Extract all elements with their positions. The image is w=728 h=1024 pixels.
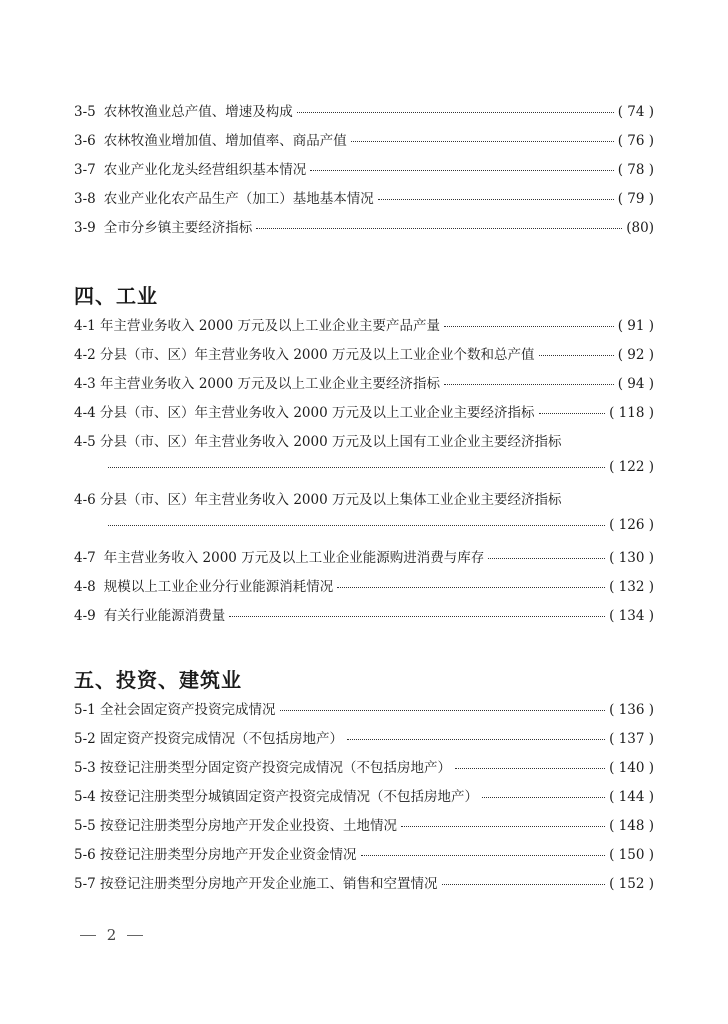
leader-dots (444, 384, 614, 385)
entry-number: 4-1 (74, 318, 96, 334)
entry-page: ( 136 ) (609, 702, 654, 718)
entry-page: ( 137 ) (609, 731, 654, 747)
toc-entry[interactable] (74, 814, 654, 843)
entry-title: 农业产业化龙头经营组织基本情况 (103, 162, 307, 178)
entry-number: 5-5 (74, 818, 96, 834)
toc-entry[interactable] (74, 314, 654, 343)
entry-number: 4-6 (74, 492, 96, 508)
entry-page: ( 150 ) (609, 847, 654, 863)
section-heading: 四、工业 (74, 284, 158, 308)
toc-entry[interactable] (74, 372, 654, 401)
leader-dots (297, 112, 614, 113)
entry-title: 按登记注册类型分城镇固定资产投资完成情况（不包括房地产） (100, 789, 479, 805)
entry-page: ( 148 ) (609, 818, 654, 834)
entry-title: 年主营业务收入 2000 万元及以上工业企业能源购进消费与库存 (103, 550, 485, 566)
leader-dots (108, 525, 605, 526)
leader-dots (482, 797, 605, 798)
entry-title: 按登记注册类型分固定资产投资完成情况（不包括房地产） (100, 760, 452, 776)
toc-entry[interactable] (74, 158, 654, 187)
toc-entry-continuation[interactable] (74, 459, 654, 488)
toc-entry[interactable] (74, 575, 654, 604)
entry-title: 全市分乡镇主要经济指标 (103, 220, 253, 236)
entry-title: 按登记注册类型分房地产开发企业资金情况 (100, 847, 357, 863)
toc-entry[interactable] (74, 100, 654, 129)
entry-number: 5-2 (74, 731, 96, 747)
entry-page: ( 140 ) (609, 760, 654, 776)
entry-title: 农林牧渔业增加值、增加值率、商品产值 (103, 133, 347, 149)
entry-page: ( 118 ) (609, 405, 654, 421)
entry-page: ( 78 ) (617, 162, 654, 178)
toc-section-3 (74, 100, 654, 245)
toc-section-5 (74, 698, 654, 901)
toc-entry[interactable] (74, 488, 654, 517)
entry-title: 分县（市、区）年主营业务收入 2000 万元及以上集体工业企业主要经济指标 (100, 492, 562, 508)
toc-entry[interactable] (74, 343, 654, 372)
toc-entry-continuation[interactable] (74, 517, 654, 546)
leader-dots (351, 141, 614, 142)
toc-entry[interactable] (74, 546, 654, 575)
entry-number: 3-9 (74, 220, 96, 236)
leader-dots (444, 326, 614, 327)
toc-entry[interactable] (74, 872, 654, 901)
entry-title: 分县（市、区）年主营业务收入 2000 万元及以上工业企业个数和总产值 (100, 347, 535, 363)
toc-entry[interactable] (74, 698, 654, 727)
entry-number: 4-2 (74, 347, 96, 363)
entry-title: 年主营业务收入 2000 万元及以上工业企业主要产品产量 (100, 318, 440, 334)
section-heading: 五、投资、建筑业 (74, 668, 242, 692)
leader-dots (455, 768, 605, 769)
page-number: 2 (106, 926, 117, 944)
leader-dots (108, 467, 605, 468)
entry-page: ( 91 ) (617, 318, 654, 334)
entry-title: 规模以上工业企业分行业能源消耗情况 (103, 579, 334, 595)
entry-title: 固定资产投资完成情况（不包括房地产） (100, 731, 344, 747)
entry-page: ( 152 ) (609, 876, 654, 892)
leader-dots (442, 884, 606, 885)
leader-dots (401, 826, 605, 827)
entry-number: 4-4 (74, 405, 96, 421)
leader-dots (280, 710, 606, 711)
entry-number: 5-3 (74, 760, 96, 776)
toc-entry[interactable] (74, 843, 654, 872)
entry-number: 5-4 (74, 789, 96, 805)
entry-title: 分县（市、区）年主营业务收入 2000 万元及以上工业企业主要经济指标 (100, 405, 535, 421)
leader-dots (539, 413, 606, 414)
entry-page: ( 130 ) (609, 550, 654, 566)
entry-page: ( 92 ) (617, 347, 654, 363)
leader-dots (378, 199, 614, 200)
entry-title: 分县（市、区）年主营业务收入 2000 万元及以上国有工业企业主要经济指标 (100, 434, 562, 450)
entry-title: 按登记注册类型分房地产开发企业施工、销售和空置情况 (100, 876, 438, 892)
toc-entry[interactable] (74, 430, 654, 459)
toc-entry[interactable] (74, 401, 654, 430)
entry-number: 5-1 (74, 702, 96, 718)
entry-number: 3-6 (74, 133, 96, 149)
entry-page: ( 132 ) (609, 579, 654, 595)
entry-page: ( 122 ) (609, 459, 654, 475)
leader-dots (488, 558, 605, 559)
entry-title: 全社会固定资产投资完成情况 (100, 702, 276, 718)
entry-number: 3-8 (74, 191, 96, 207)
toc-entry[interactable] (74, 604, 654, 633)
entry-title: 有关行业能源消费量 (103, 608, 226, 624)
entry-number: 4-7 (74, 550, 96, 566)
leader-dots (310, 170, 613, 171)
toc-entry[interactable] (74, 187, 654, 216)
footer-dash-right (127, 935, 143, 936)
page-footer (74, 926, 149, 944)
entry-page: ( 126 ) (609, 517, 654, 533)
toc-entry[interactable] (74, 216, 654, 245)
entry-title: 农业产业化农产品生产（加工）基地基本情况 (103, 191, 374, 207)
leader-dots (256, 228, 622, 229)
footer-dash-left (80, 935, 96, 936)
leader-dots (539, 355, 614, 356)
entry-number: 5-6 (74, 847, 96, 863)
entry-title: 按登记注册类型分房地产开发企业投资、土地情况 (100, 818, 398, 834)
toc-section-4 (74, 314, 654, 633)
entry-number: 3-7 (74, 162, 96, 178)
entry-page: (80) (626, 220, 654, 236)
entry-title: 年主营业务收入 2000 万元及以上工业企业主要经济指标 (100, 376, 440, 392)
entry-number: 4-8 (74, 579, 96, 595)
entry-number: 4-3 (74, 376, 96, 392)
toc-entry[interactable] (74, 785, 654, 814)
entry-page: ( 134 ) (609, 608, 654, 624)
entry-number: 4-5 (74, 434, 96, 450)
entry-title: 农林牧渔业总产值、增速及构成 (103, 104, 293, 120)
toc-entry[interactable] (74, 756, 654, 785)
toc-entry[interactable] (74, 727, 654, 756)
entry-page: ( 94 ) (617, 376, 654, 392)
leader-dots (361, 855, 606, 856)
entry-page: ( 76 ) (617, 133, 654, 149)
entry-number: 3-5 (74, 104, 96, 120)
toc-entry[interactable] (74, 129, 654, 158)
entry-number: 5-7 (74, 876, 96, 892)
entry-number: 4-9 (74, 608, 96, 624)
leader-dots (229, 616, 605, 617)
entry-page: ( 144 ) (609, 789, 654, 805)
entry-page: ( 79 ) (617, 191, 654, 207)
leader-dots (347, 739, 605, 740)
leader-dots (337, 587, 605, 588)
entry-page: ( 74 ) (617, 104, 654, 120)
